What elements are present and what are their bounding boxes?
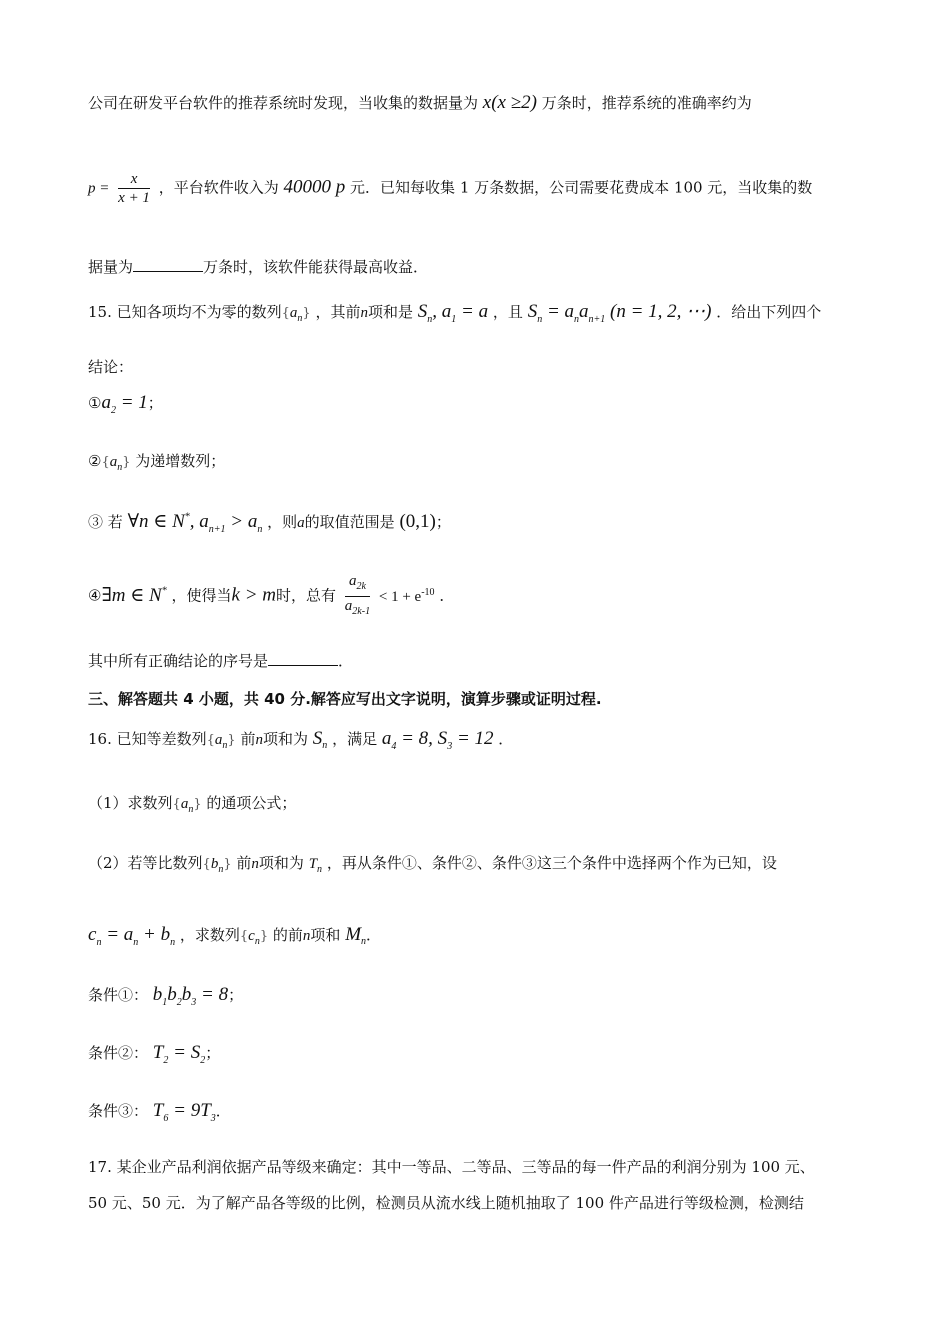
q17-line2: 50 元、50 元．为了解产品各等级的比例，检测员从流水线上随机抽取了 100 件产品进行等级检测，检测结 bbox=[88, 1194, 804, 1212]
fraction-a2k-over-a2k-1: $\frac{a_{2k}}{a_{2k-1}}$ bbox=[344, 573, 371, 617]
q16-part-1: （1）求数列$\{a_n\}$ 的通项公式； bbox=[88, 794, 297, 815]
q16-part-2: （2）若等比数列$\{b_n\}$ 前n项和为 $T_n$ ，再从条件①、条件②、条件③这三个条件中选择两个作为已知，设 bbox=[88, 854, 777, 875]
q17-line1: 17. 某企业产品利润依据产品等级来确定：其中一等品、二等品、三等品的每一件产品的利润分别为 100 元、 bbox=[88, 1158, 815, 1176]
q16-condition-2: 条件②： $T_2 = S_2$； bbox=[88, 1042, 221, 1066]
q15-final: 其中所有正确结论的序号是 ． bbox=[88, 652, 354, 670]
answer-blank bbox=[268, 664, 338, 666]
q16-condition-3: 条件③： $T_6 = 9T_3$． bbox=[88, 1100, 231, 1124]
math-x-condition: x(x ≥2) bbox=[482, 92, 537, 113]
q15-conclusions-label: 结论： bbox=[88, 358, 134, 376]
q16-condition-1: 条件①： $b_1b_2b_3 = 8$； bbox=[88, 984, 244, 1008]
q14-line3: 据量为 万条时，该软件能获得最高收益． bbox=[88, 258, 429, 276]
q15-conclusion-1: $①a_2 = 1$； bbox=[88, 392, 163, 416]
q15-stem: 15. 已知各项均不为零的数列$\{a_n\}$ ，其前n项和是 $S_n$, $a_1 = a$ ，且 $S_n = a_na_{n+1}$ (n = 1, 2, ⋯) ．给出下列四个 bbox=[88, 301, 822, 325]
q16-part-2-cont: $c_n = a_n + b_n$ ，求数列$\{c_n\}$ 的前n项和 $M_n$． bbox=[88, 924, 382, 948]
fraction-x-over-x-plus-1: $\frac{x}{x + 1}$ bbox=[118, 171, 150, 206]
q14-line1: 公司在研发平台软件的推荐系统时发现，当收集的数据量为 x(x ≥2) 万条时，推荐系统的准确率约为 bbox=[88, 92, 752, 113]
q16-stem: 16. 已知等差数列$\{a_n\}$ 前n项和为 $S_n$ ，满足 $a_4 = 8$, $S_3 = 12$ ． bbox=[88, 728, 514, 752]
q15-conclusion-4: ④∃m ∈ N* ，使得当k > m时，总有 $\frac{a_{2k}}{a_{2k-1}}$ < $1 + e^{-10}$ ． bbox=[88, 572, 454, 621]
q15-conclusion-3: ③ 若 ∀n ∈ N*, $a_{n+1} > a_n$ ，则a的取值范围是 (0,1)； bbox=[88, 511, 451, 535]
q14-line2: p = $\frac{x}{x + 1}$ ，平台软件收入为 40000 p 元．已知每收集 1 万条数据，公司需要花费成本 100 元，当收集的数 bbox=[88, 171, 813, 206]
section-3-heading: 三、解答题共 4 小题，共 40 分.解答应写出文字说明，演算步骤或证明过程. bbox=[88, 690, 602, 708]
q15-conclusion-2: $②\{a_n\}$ 为递增数列； bbox=[88, 452, 226, 473]
answer-blank bbox=[133, 270, 203, 272]
